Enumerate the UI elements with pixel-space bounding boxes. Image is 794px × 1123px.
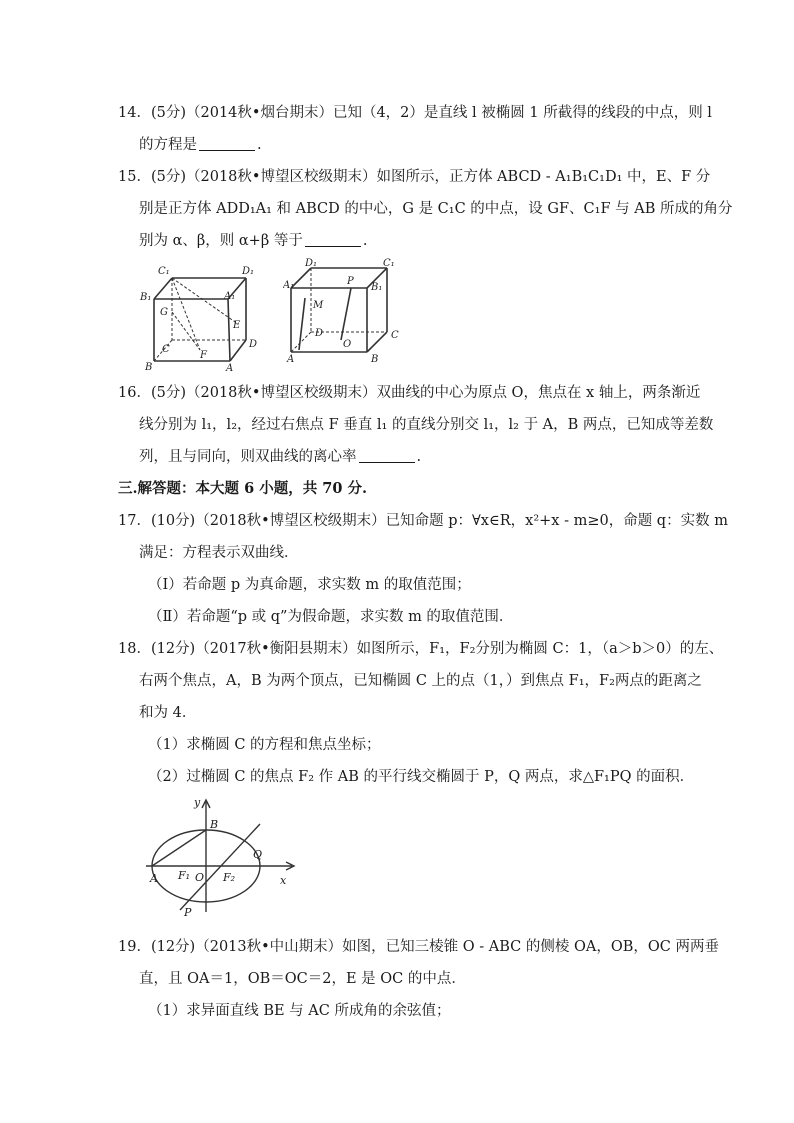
q14-text: 的方程是 (139, 137, 197, 153)
fig1-label-A: A (226, 363, 234, 374)
section-heading: 三.解答题：本大题 6 小题，共 70 分. (118, 480, 368, 497)
fig3-label-A: A (150, 872, 158, 885)
q16-line3: 列，且与同向，则双曲线的离心率 . (139, 449, 422, 465)
fig2-label-B: B (371, 354, 379, 364)
fig1-label-F: F (200, 350, 207, 361)
fig2-label-D: D (315, 328, 324, 339)
fig3-label-O: O (195, 871, 205, 884)
fig2-label-P: P (347, 276, 354, 287)
fig3-label-F2: F₂ (223, 871, 236, 884)
fig3-label-P: P (184, 906, 192, 919)
cube-figure-2 (283, 258, 408, 364)
fig1-label-E: E (233, 320, 241, 331)
fig2-label-A1: A₁ (283, 280, 295, 291)
fig1-label-D: D (249, 339, 258, 350)
q18-line1: 18．(12分)（2017秋•衡阳县期末）如图所示，F₁，F₂分别为椭圆 C：1，（a＞b＞0）的左、 (118, 641, 724, 657)
q18-part1: （1）求椭圆 C 的方程和焦点坐标； (148, 737, 381, 753)
cube-figure-1 (138, 262, 268, 374)
q17-part1: （Ⅰ）若命题 p 为真命题，求实数 m 的取值范围； (148, 577, 471, 593)
q19-part1: （1）求异面直线 BE 与 AC 所成角的余弦值； (148, 1003, 451, 1019)
ellipse-figure (140, 790, 305, 920)
q16-line2: 线分别为 l₁，l₂，经过右焦点 F 垂直 l₁ 的直线分别交 l₁，l₂ 于 A，B 两点，已知成等差数 (139, 417, 714, 433)
q19-line1: 19．(12分)（2013秋•中山期末）如图，已知三棱锥 O - ABC 的侧棱 OA，OB，OC 两两垂 (118, 939, 719, 955)
fig2-label-D1: D₁ (305, 258, 318, 269)
q19-line2: 直，且 OA＝1，OB＝OC＝2，E 是 OC 的中点． (139, 971, 466, 987)
q15-line1: 15．(5分)（2018秋•博望区校级期末）如图所示，正方体 ABCD - A₁B₁C₁D₁ 中，E、F 分 (118, 169, 711, 185)
fig3-label-B: B (210, 818, 219, 831)
q18-part2: （2）过椭圆 C 的焦点 F₂ 作 AB 的平行线交椭圆于 P，Q 两点，求△F₁PQ 的面积． (148, 769, 695, 785)
fig1-label-B1: B₁ (140, 292, 152, 303)
fig1-label-D1: D₁ (242, 266, 255, 277)
q17-line1: 17．(10分)（2018秋•博望区校级期末）已知命题 p：∀x∈R，x²+x - m≥0，命题 q：实数 m (118, 513, 728, 529)
fig3-label-Q: Q (253, 848, 263, 861)
fig2-label-A: A (287, 354, 295, 364)
q14-line2: 的方程是 . (139, 137, 262, 153)
answer-blank (199, 136, 255, 151)
fig3-label-F1: F₁ (178, 869, 191, 882)
fig1-label-C1: C₁ (158, 266, 170, 277)
answer-blank (359, 448, 415, 463)
fig1-label-B: B (145, 362, 153, 373)
fig1-label-A1: A₁ (224, 291, 236, 302)
q18-line2: 右两个焦点，A，B 为两个顶点，已知椭圆 C 上的点（1，）到焦点 F₁，F₂两点的距离之 (139, 673, 702, 689)
q15-line2: 别是正方体 ADD₁A₁ 和 ABCD 的中心，G 是 C₁C 的中点，设 GF、C₁F 与 AB 所成的角分 (139, 201, 733, 217)
fig3-label-x: x (280, 874, 287, 887)
q17-part2: （Ⅱ）若命题“p 或 q”为假命题，求实数 m 的取值范围． (148, 609, 514, 625)
fig3-label-y: y (194, 796, 201, 809)
q15-text: 别为 α、β，则 α+β 等于 (139, 233, 303, 249)
q14-line1: 14．(5分)（2014秋•烟台期末）已知（4，2）是直线 l 被椭圆 1 所截得的线段的中点，则 l (118, 105, 712, 121)
q15-line3: 别为 α、β，则 α+β 等于 . (139, 233, 368, 249)
q18-line3: 和为 4． (139, 705, 197, 721)
fig1-label-G: G (160, 307, 168, 318)
q17-line2: 满足：方程表示双曲线． (139, 545, 299, 561)
q16-line1: 16．(5分)（2018秋•博望区校级期末）双曲线的中心为原点 O，焦点在 x 轴上，两条渐近 (118, 385, 701, 401)
fig2-label-B1: B₁ (371, 282, 383, 293)
q16-text: 列，且与同向，则双曲线的离心率 (139, 449, 357, 465)
answer-blank (305, 232, 361, 247)
fig2-label-C: C (391, 330, 399, 341)
fig2-label-C1: C₁ (383, 258, 395, 269)
fig1-label-C: C (162, 344, 170, 355)
fig2-label-M: M (313, 300, 324, 311)
fig2-label-O: O (343, 339, 352, 350)
